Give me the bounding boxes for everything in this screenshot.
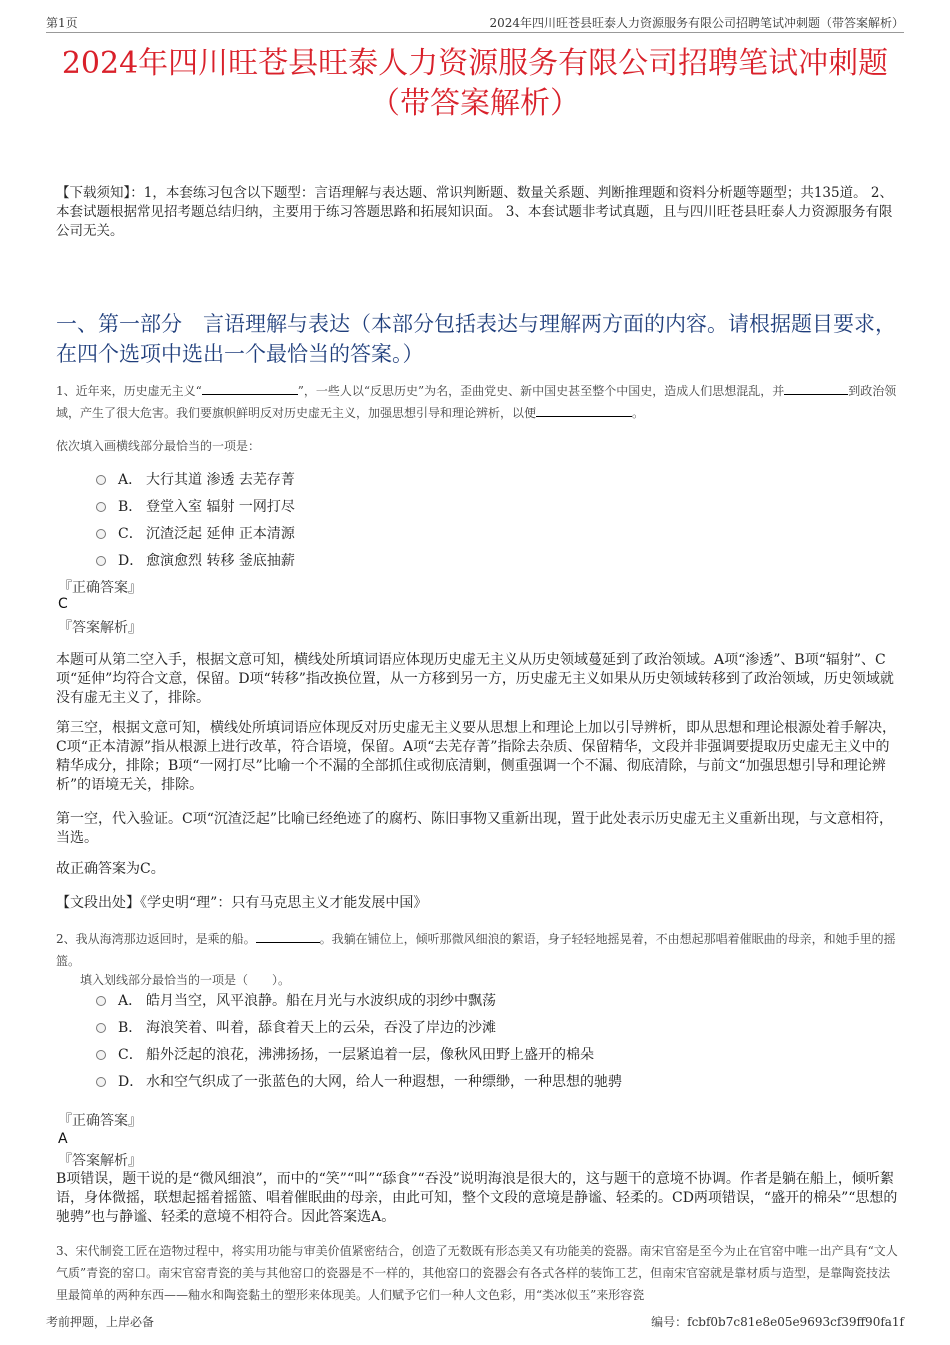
section-heading: 一、第一部分 言语理解与表达（本部分包括表达与理解两方面的内容。请根据题目要求，在四个选项中选出一个最恰当的答案。） bbox=[56, 312, 896, 366]
document-title bbox=[40, 44, 910, 124]
q2-analysis-label: 『答案解析』 bbox=[58, 1153, 142, 1169]
option-text: 船外泛起的浪花，沸沸扬扬，一层紧追着一层，像秋风田野上盛开的棉朵 bbox=[146, 1047, 594, 1063]
q2-analysis: B项错误，题干说的是“微风细浪”，而中的“笑”“叫”“舔食”“吞没”说明海浪是很大的，这与题干的意境不协调。作者是躺在船上，倾听絮语，身体微摇，联想起摇着摇篮、唱着催眠曲的母亲，由此可知，整个文段的意境是静谧、轻柔的。CD两项错误，“盛开的棉朵”“思想的驰骋”也与静谧、轻柔的意境不相符合。因此答案选A。 bbox=[56, 1171, 898, 1225]
option-key: D． bbox=[118, 553, 144, 569]
q1-source: 【文段出处】《学史明“理”：只有马克思主义才能发展中国》 bbox=[56, 895, 428, 911]
q2-option-c[interactable] bbox=[96, 1042, 622, 1069]
q2-answer-label: 『正确答案』 bbox=[58, 1113, 142, 1129]
radio-icon[interactable] bbox=[96, 529, 106, 539]
radio-icon[interactable] bbox=[96, 556, 106, 566]
fill-blank bbox=[536, 404, 632, 417]
option-text: 海浪笑着、叫着，舔食着天上的云朵，吞没了岸边的沙滩 bbox=[146, 1020, 496, 1036]
fill-blank bbox=[202, 382, 298, 395]
header-doc-title: 2024年四川旺苍县旺泰人力资源服务有限公司招聘笔试冲刺题（带答案解析） bbox=[489, 16, 904, 30]
q2-stem-part-b: 。我躺在铺位上，倾听那微风细浪的絮语，身子轻轻地摇晃着，不由想起那唱着催眠曲的母亲，和她手里的摇篮。 bbox=[56, 932, 896, 968]
download-notice: 【下载须知】：1，本套练习包含以下题型：言语理解与表达题、常识判断题、数量关系题、判断推理题和资料分析题等题型；共135道。 2、本套试题根据常见招考题总结归纳，主要用于练习答题思路和拓展知识面。 3、本套试题非考试真题，且与四川旺苍县旺泰人力资源服务有限公司无关。 bbox=[56, 185, 893, 239]
option-key: A． bbox=[118, 472, 143, 488]
option-text: 水和空气织成了一张蓝色的大网，给人一种遐想，一种缥缈，一种思想的驰骋 bbox=[146, 1074, 622, 1090]
fill-blank bbox=[784, 382, 848, 395]
q1-stem-part-a: 1、近年来，历史虚无主义“ bbox=[56, 384, 202, 398]
radio-icon[interactable] bbox=[96, 475, 106, 485]
question-3-stem: 3、宋代制瓷工匠在造物过程中，将实用功能与审美价值紧密结合，创造了无数既有形态美又有功能美的瓷器。南宋官窑是至今为止在官窑中唯一出产具有“文人气质”青瓷的窑口。南宋官窑青瓷的美与其他窑口的瓷器是不一样的，其他窑口的瓷器会有各式各样的装饰工艺，但南宋官窑就是靠材质与造型，是靠陶瓷技法里最简单的两种东西——釉水和陶瓷黏土的塑形来体现美。人们赋予它们一种人文色彩，用“类冰似玉”来形容瓷 bbox=[56, 1244, 898, 1302]
q1-answer-label: 『正确答案』 bbox=[58, 580, 142, 596]
q2-prompt: 填入划线部分最恰当的一项是（ ）。 bbox=[80, 973, 291, 987]
q2-answer: A bbox=[58, 1131, 68, 1147]
page-number: 第1页 bbox=[46, 16, 78, 30]
q1-analysis-p4: 故正确答案为C。 bbox=[56, 861, 165, 877]
q1-option-b[interactable] bbox=[96, 494, 295, 521]
q1-stem-part-b: ”，一些人以“反思历史”为名，歪曲党史、新中国史甚至整个中国史，造成人们思想混乱，并 bbox=[297, 384, 785, 398]
footer-code: 编号：fcbf0b7c81e8e05e9693cf39ff90fa1f bbox=[651, 1315, 904, 1329]
q1-option-a[interactable] bbox=[96, 467, 295, 494]
q1-answer: C bbox=[58, 596, 68, 612]
question-2-stem bbox=[56, 928, 898, 972]
option-text: 大行其道 渗透 去芜存菁 bbox=[146, 472, 295, 488]
option-text: 沉渣泛起 延伸 正本清源 bbox=[146, 526, 295, 542]
option-text: 皓月当空，风平浪静。船在月光与水波织成的羽纱中飘荡 bbox=[146, 993, 496, 1009]
radio-icon[interactable] bbox=[96, 1077, 106, 1087]
fill-blank bbox=[256, 930, 320, 943]
q1-analysis-p3: 第一空，代入验证。C项“沉渣泛起”比喻已经绝迹了的腐朽、陈旧事物又重新出现，置于此处表示历史虚无主义重新出现，与文意相符，当选。 bbox=[56, 811, 894, 846]
option-key: B． bbox=[118, 1020, 143, 1036]
option-text: 愈演愈烈 转移 釜底抽薪 bbox=[146, 553, 295, 569]
footer-slogan: 考前押题，上岸必备 bbox=[46, 1315, 155, 1329]
question-1-stem bbox=[56, 380, 898, 424]
q1-option-c[interactable] bbox=[96, 521, 295, 548]
q2-option-b[interactable] bbox=[96, 1015, 622, 1042]
q1-analysis-p2: 第三空，根据文意可知，横线处所填词语应体现反对历史虚无主义要从思想上和理论上加以引导辨析，即从思想和理论根源处着手解决，C项“正本清源”指从根源上进行改革，符合语境，保留。A项“去芜存菁”指除去杂质、保留精华，文段并非强调要提取历史虚无主义中的精华成分，排除；B项“一网打尽”比喻一个不漏的全部抓住或彻底清剿，侧重强调一个不漏、彻底清除，与前文“加强思想引导和理论辨析”的语境无关，排除。 bbox=[56, 720, 896, 793]
q2-option-d[interactable] bbox=[96, 1069, 622, 1096]
q1-stem-part-d: 。 bbox=[632, 406, 645, 420]
option-key: C． bbox=[118, 526, 143, 542]
q1-prompt: 依次填入画横线部分最恰当的一项是： bbox=[56, 439, 261, 453]
title-line-1: 2024年四川旺苍县旺泰人力资源服务有限公司招聘笔试冲刺题 bbox=[61, 46, 889, 81]
option-key: B． bbox=[118, 499, 143, 515]
option-key: D． bbox=[118, 1074, 144, 1090]
radio-icon[interactable] bbox=[96, 996, 106, 1006]
option-key: A． bbox=[118, 993, 143, 1009]
option-text: 登堂入室 辐射 一网打尽 bbox=[146, 499, 295, 515]
q1-options bbox=[96, 467, 295, 575]
radio-icon[interactable] bbox=[96, 502, 106, 512]
radio-icon[interactable] bbox=[96, 1023, 106, 1033]
q1-analysis-p1: 本题可从第二空入手，根据文意可知，横线处所填词语应体现历史虚无主义从历史领域蔓延到了政治领域。A项“渗透”、B项“辐射”、C项“延伸”均符合文意，保留。D项“转移”指改换位置，从一方移到另一方，历史虚无主义如果从历史领域转移到了政治领域，历史领域就没有虚无主义了，排除。 bbox=[56, 652, 894, 706]
page-header bbox=[46, 14, 904, 33]
option-key: C． bbox=[118, 1047, 143, 1063]
title-line-2: （带答案解析） bbox=[370, 86, 580, 121]
q1-option-d[interactable] bbox=[96, 548, 295, 575]
q1-stem-part-c: 到政治领域，产生了很大危害。我们要旗帜鲜明反对历史虚无主义，加强思想引导和理论辨析，以便 bbox=[56, 384, 897, 420]
q2-stem-part-a: 2、我从海湾那边返回时，是乘的船。 bbox=[56, 932, 256, 946]
q1-analysis-label: 『答案解析』 bbox=[58, 620, 142, 636]
q2-options bbox=[96, 988, 622, 1096]
q2-option-a[interactable] bbox=[96, 988, 622, 1015]
radio-icon[interactable] bbox=[96, 1050, 106, 1060]
